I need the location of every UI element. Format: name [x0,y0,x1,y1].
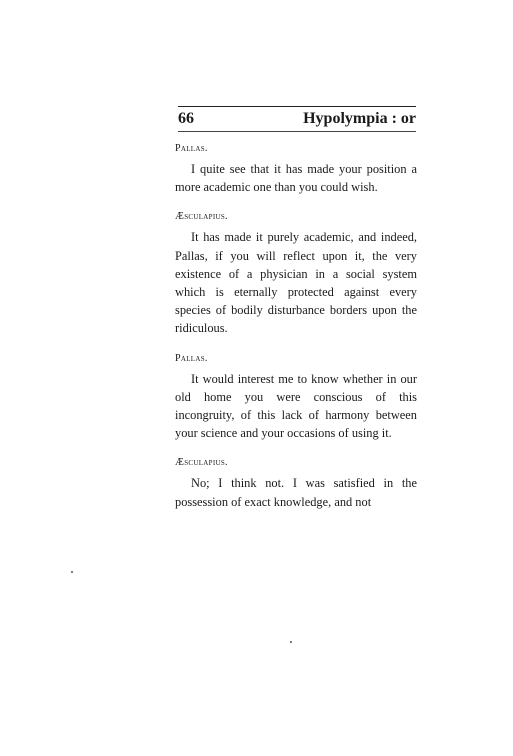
speech-paragraph: I quite see that it has made your position a more academic one than you could wish. [175,162,417,195]
page-header [178,110,416,132]
header-top-rule [178,106,416,107]
speech-paragraph: It has made it purely academic, and indeed, Pallas, if you will reflect upon it, the very existence of a physician in a social system which is eternally protected against every species of bodily disturbance borders upon the ridiculous. [175,230,417,336]
speaker-name: Æsculapius. [175,457,228,469]
speech-paragraph: No; I think not. I was satisfied in the possession of exact knowledge, and not [175,476,417,509]
header-bottom-rule [178,131,416,132]
scan-speck [71,571,73,573]
running-title: Hypolympia : or [303,110,416,127]
speaker-name: Pallas. [175,143,208,154]
speaker-name: Æsculapius. [175,211,228,223]
speaker-name: Pallas. [175,352,208,364]
speech-paragraph: It would interest me to know whether in our old home you were conscious of this incongruity, of this lack of harmony between your science and your occasions of using it. [175,371,417,441]
page-number: 66 [178,110,194,127]
dialogue-text [175,142,417,511]
scan-speck [290,641,292,643]
